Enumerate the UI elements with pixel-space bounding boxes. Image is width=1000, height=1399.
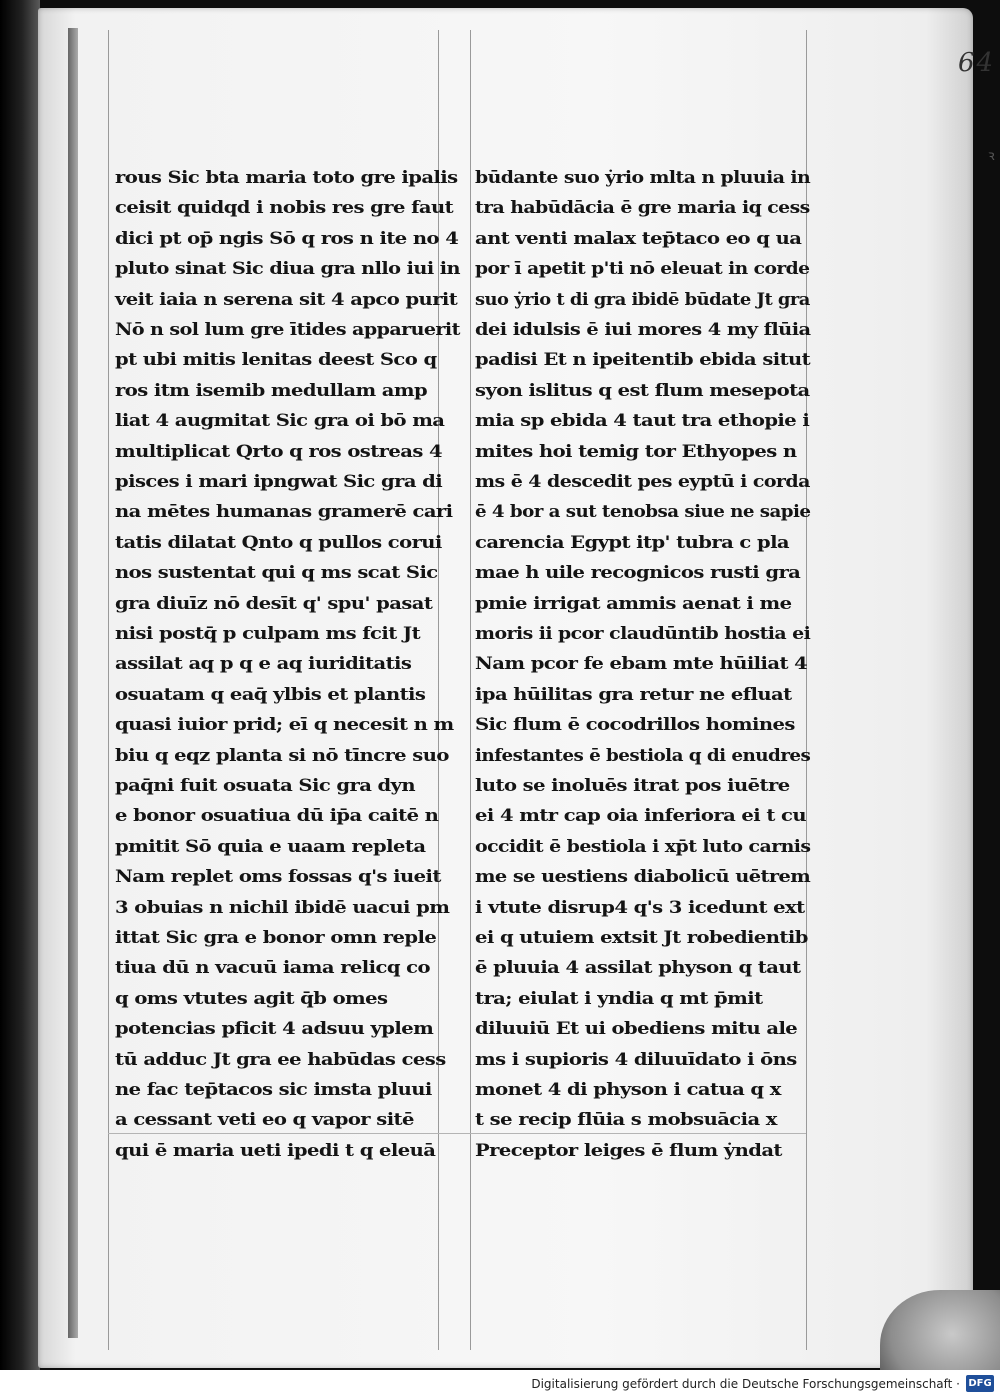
manuscript-line: pisces i mari ipngwat Sic gra di	[115, 472, 443, 492]
manuscript-line: ei q utuiem extsit Jt robedientib	[475, 928, 808, 948]
manuscript-line: diluuiū Et ui obediens mitu ale	[475, 1019, 798, 1040]
manuscript-line: ittat Sic gra e bonor omn reple	[115, 928, 437, 948]
folio-number: 64	[958, 48, 996, 78]
manuscript-line: būdante suo ẏrio mlta n pluuia in	[475, 168, 811, 188]
manuscript-line: ē pluuia 4 assilat physon q taut	[475, 958, 801, 979]
manuscript-line: ant venti malax tep̄taco eo q ua	[475, 228, 802, 249]
manuscript-line: ros itm isemib medullam amp	[115, 380, 428, 401]
manuscript-line: ne fac tep̄tacos sic imsta pluui	[115, 1080, 432, 1100]
manuscript-line: q oms vtutes agit q̄b omes	[115, 988, 388, 1009]
manuscript-line: tatis dilatat Qnto q pullos corui	[115, 532, 442, 553]
manuscript-line: biu q eqz planta si nō tīncre suo	[115, 745, 449, 766]
manuscript-line: Preceptor leiges ē flum ẏndat	[475, 1140, 782, 1161]
manuscript-line: osuatam q eaq̄ ylbis et plantis	[115, 684, 426, 705]
manuscript-line: liat 4 augmitat Sic gra oi bō ma	[115, 411, 445, 432]
manuscript-line: mae h uile recognicos rusti gra	[475, 563, 801, 584]
manuscript-line: por ī apetit p'ti nō eleuat in corde	[475, 259, 810, 280]
funding-credit: Digitalisierung gefördert durch die Deutsche Forschungsgemeinschaft ·	[531, 1377, 960, 1391]
manuscript-line: pluto sinat Sic diua gra nllo iui in	[115, 259, 460, 280]
manuscript-line: na mētes humanas gramerē cari	[115, 502, 453, 523]
manuscript-line: ms ē 4 descedit pes eyptū i corda	[475, 472, 810, 492]
manuscript-line: ei 4 mtr cap oia inferiora ei t cu	[475, 806, 807, 827]
manuscript-line: 3 obuias n nichil ibidē uacui pm	[115, 897, 450, 918]
manuscript-line: Nam replet oms fossas q's iueit	[115, 867, 441, 888]
manuscript-line: e bonor osuatiua dū ip̄a caitē n	[115, 806, 439, 827]
manuscript-line: luto se inoluēs itrat pos iuētre	[475, 776, 790, 796]
manuscript-line: pmitit Sō quia e uaam repleta	[115, 836, 426, 857]
manuscript-line: infestantes ē bestiola q di enudres	[475, 745, 811, 766]
manuscript-line: tra; eiulat i yndia q mt p̄mit	[475, 988, 763, 1009]
binding-gutter	[0, 0, 40, 1370]
manuscript-line: dici pt op̄ ngis Sō q ros n ite no 4	[115, 228, 459, 249]
manuscript-line: ceisit quidqd i nobis res gre faut	[115, 198, 454, 219]
manuscript-line: Nam pcor fe ebam mte hūiliat 4	[475, 654, 808, 675]
manuscript-line: ipa hūilitas gra retur ne efluat	[475, 684, 792, 705]
manuscript-line: veit iaia n serena sit 4 apco purit	[115, 289, 458, 310]
manuscript-line: tra habūdācia ē gre maria iq cess	[475, 198, 810, 219]
manuscript-line: Nō n sol lum gre ītides apparuerit	[115, 320, 460, 340]
manuscript-line: multiplicat Qrto q ros ostreas 4	[115, 441, 443, 462]
margin-mark: ꝛ	[988, 148, 995, 164]
manuscript-line: paq̄ni fuit osuata Sic gra dyn	[115, 776, 416, 796]
manuscript-line: nisi postq̄ p culpam ms fcit Jt	[115, 624, 421, 644]
ruling-line	[108, 30, 109, 1350]
manuscript-line: pmie irrigat ammis aenat i me	[475, 593, 792, 614]
manuscript-line: moris ii pcor claudūntib hostia ei	[475, 624, 811, 644]
manuscript-line: carencia Egypt itp' tubra c pla	[475, 532, 790, 553]
ruling-line	[470, 30, 471, 1350]
manuscript-line: Sic flum ē cocodrillos homines	[475, 715, 795, 736]
manuscript-line: ms i supioris 4 diluuīdato i ōns	[475, 1049, 797, 1070]
manuscript-line: ē 4 bor a sut tenobsa siue ne sapie	[475, 502, 811, 523]
manuscript-line: potencias pficit 4 adsuu yplem	[115, 1019, 434, 1040]
manuscript-line: mia sp ebida 4 taut tra ethopie i	[475, 411, 810, 432]
manuscript-line: pt ubi mitis lenitas deest Sco q	[115, 350, 437, 371]
manuscript-line: i vtute disrup4 q's 3 icedunt ext	[475, 897, 805, 918]
manuscript-line: quasi iuior prid; eī q necesit n m	[115, 715, 454, 736]
manuscript-line: tū adduc Jt gra ee habūdas cess	[115, 1049, 446, 1070]
manuscript-line: suo ẏrio t di gra ibidē būdate Jt gra	[475, 289, 810, 310]
manuscript-line: qui ē maria ueti ipedi t q eleuā	[115, 1140, 436, 1161]
manuscript-line: assilat aq p q e aq iuriditatis	[115, 654, 412, 675]
manuscript-line: rous Sic bta maria toto gre ipalis	[115, 168, 458, 188]
manuscript-line: dei idulsis ē iui mores 4 my flūia	[475, 320, 811, 340]
page-fold-shadow	[68, 28, 78, 1338]
manuscript-line: t se recip flūia s mobsuācia x	[475, 1110, 777, 1131]
manuscript-line: occidit ē bestiola i xp̄t luto carnis	[475, 836, 811, 857]
manuscript-line: me se uestiens diabolicū uētrem	[475, 867, 811, 888]
manuscript-line: monet 4 di physon i catua q x	[475, 1080, 781, 1100]
manuscript-line: syon islitus q est flum mesepota	[475, 380, 810, 401]
manuscript-line: tiua dū n vacuū iama relicq co	[115, 958, 430, 979]
manuscript-line: mites hoi temig tor Ethyopes n	[475, 441, 797, 462]
dfg-logo: DFG	[966, 1375, 994, 1392]
manuscript-line: a cessant veti eo q vapor sitē	[115, 1110, 414, 1131]
manuscript-line: padisi Et n ipeitentib ebida situt	[475, 350, 811, 371]
footer-bar	[0, 1370, 1000, 1399]
manuscript-line: gra diuīz nō desīt q' spu' pasat	[115, 593, 433, 614]
manuscript-line: nos sustentat qui q ms scat Sic	[115, 563, 438, 584]
